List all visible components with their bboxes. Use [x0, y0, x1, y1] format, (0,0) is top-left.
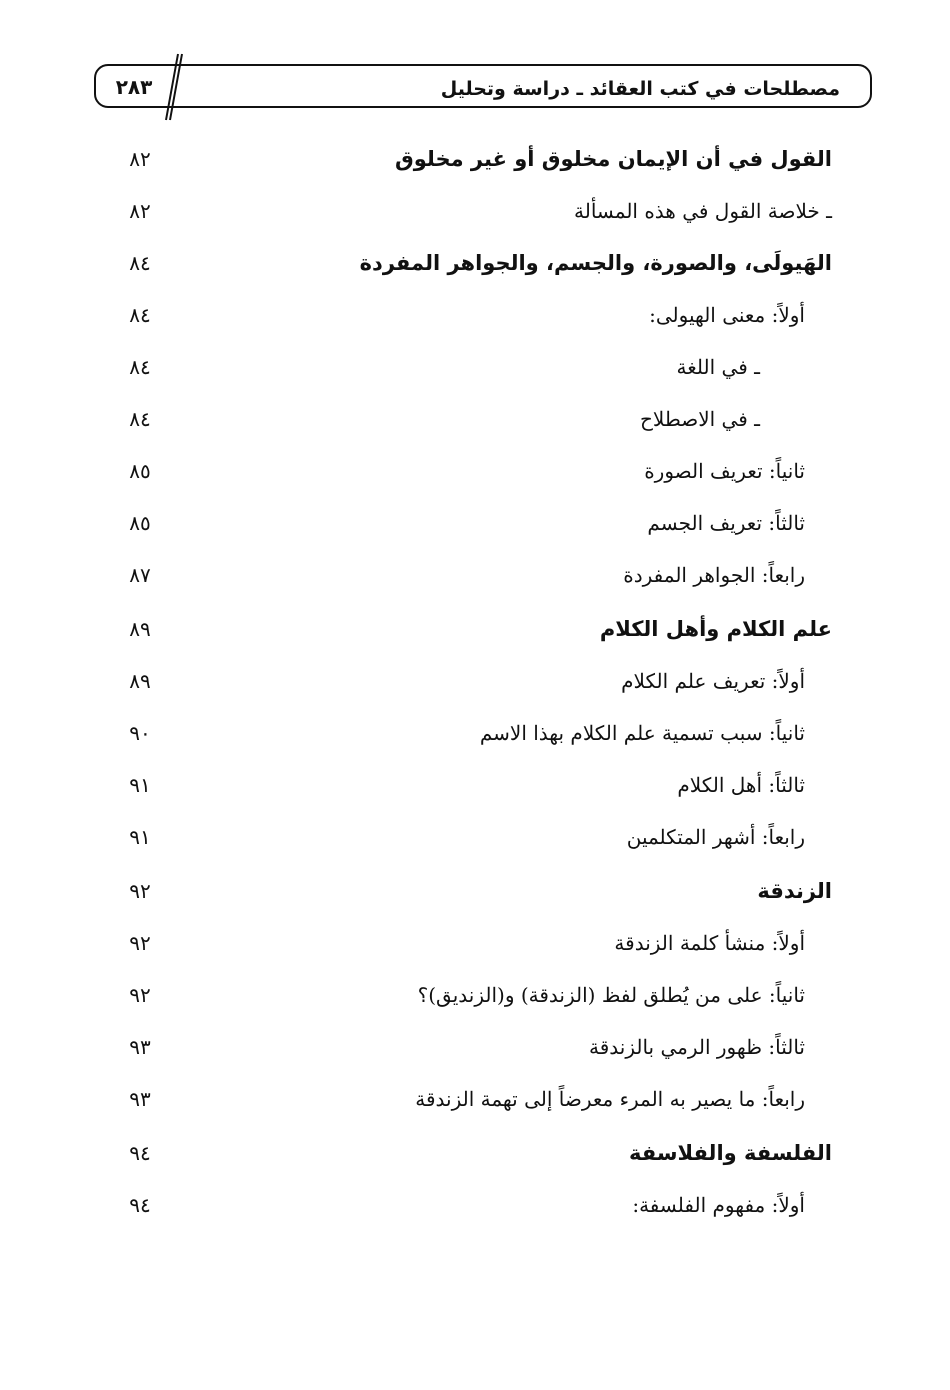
toc-entry-title: علم الكلام وأهل الكلام — [599, 617, 832, 641]
toc-entry-title: أولاً: معنى الهيولى: — [649, 303, 805, 327]
toc-entry-page: ٨٢ — [129, 147, 151, 171]
toc-entry — [0, 1186, 950, 1226]
toc-entry — [0, 872, 950, 912]
toc-entry-page: ٩٤ — [129, 1193, 151, 1217]
toc-entry-title: ثانياً: تعريف الصورة — [644, 459, 805, 483]
toc-entry-page: ٩٢ — [129, 879, 151, 903]
toc-entry-title: الهَيولَى، والصورة، والجسم، والجواهر المفردة — [359, 251, 832, 275]
toc-entry-page: ٩٣ — [129, 1087, 151, 1111]
toc-entry-title: ـ خلاصة القول في هذه المسألة — [574, 199, 832, 223]
toc-entry-title: ثالثاً: تعريف الجسم — [647, 511, 805, 535]
toc-entry-title: رابعاً: الجواهر المفردة — [623, 563, 805, 587]
toc-entry-page: ٩٢ — [129, 931, 151, 955]
toc-entry-page: ٨٥ — [129, 459, 151, 483]
running-header-title: مصطلحات في كتب العقائد ـ دراسة وتحليل — [440, 78, 840, 100]
toc-entry-page: ٩٢ — [129, 983, 151, 1007]
toc-entry-page: ٨٤ — [129, 303, 151, 327]
toc-entry-page: ٨٩ — [129, 669, 151, 693]
toc-entry — [0, 818, 950, 858]
toc-entry — [0, 504, 950, 544]
toc-entry-page: ٨٤ — [129, 407, 151, 431]
toc-entry — [0, 1134, 950, 1174]
toc-entry — [0, 610, 950, 650]
toc-entry-title: ثالثاً: أهل الكلام — [677, 773, 805, 797]
toc-entry-title: رابعاً: أشهر المتكلمين — [626, 825, 805, 849]
toc-entry — [0, 296, 950, 336]
toc-entry-page: ٩١ — [129, 825, 151, 849]
toc-entry — [0, 924, 950, 964]
toc-entry-title: ثانياً: على من يُطلق لفظ (الزندقة) و(الزنديق)؟ — [417, 983, 805, 1007]
toc-entry — [0, 714, 950, 754]
toc-entry — [0, 244, 950, 284]
toc-entry-page: ٨٢ — [129, 199, 151, 223]
toc-entry-title: أولاً: مفهوم الفلسفة: — [632, 1193, 805, 1217]
toc-entry-title: ـ في الاصطلاح — [640, 407, 760, 431]
toc-entry — [0, 662, 950, 702]
toc-entry-title: أولاً: تعريف علم الكلام — [621, 669, 805, 693]
toc-entry — [0, 766, 950, 806]
toc-entry-title: القول في أن الإيمان مخلوق أو غير مخلوق — [394, 147, 832, 171]
toc-entry — [0, 348, 950, 388]
toc-entry-page: ٨٤ — [129, 251, 151, 275]
toc-entry-title: ـ في اللغة — [676, 355, 760, 379]
toc-entry — [0, 976, 950, 1016]
toc-entry — [0, 400, 950, 440]
toc-entry-title: الزندقة — [757, 879, 832, 903]
toc-entry-page: ٨٧ — [129, 563, 151, 587]
toc-entry-page: ٨٥ — [129, 511, 151, 535]
toc-entry-page: ٨٤ — [129, 355, 151, 379]
toc-entry — [0, 1080, 950, 1120]
toc-entry-page: ٩٤ — [129, 1141, 151, 1165]
toc-entry-title: رابعاً: ما يصير به المرء معرضاً إلى تهمة الزندقة — [415, 1087, 805, 1111]
toc-entry — [0, 1028, 950, 1068]
toc-entry-page: ٩١ — [129, 773, 151, 797]
toc-entry-page: ٩٣ — [129, 1035, 151, 1059]
toc-entry-title: الفلسفة والفلاسفة — [629, 1141, 832, 1165]
toc-entry-title: أولاً: منشأ كلمة الزندقة — [614, 931, 805, 955]
toc-entry-title: ثانياً: سبب تسمية علم الكلام بهذا الاسم — [479, 721, 805, 745]
toc-entry — [0, 452, 950, 492]
toc-entry — [0, 140, 950, 180]
toc-entry — [0, 556, 950, 596]
toc-entry-title: ثالثاً: ظهور الرمي بالزندقة — [588, 1035, 805, 1059]
toc-entry-page: ٩٠ — [129, 721, 151, 745]
page-number: ٢٨٣ — [115, 75, 153, 99]
toc-entry-page: ٨٩ — [129, 617, 151, 641]
toc-entry — [0, 192, 950, 232]
